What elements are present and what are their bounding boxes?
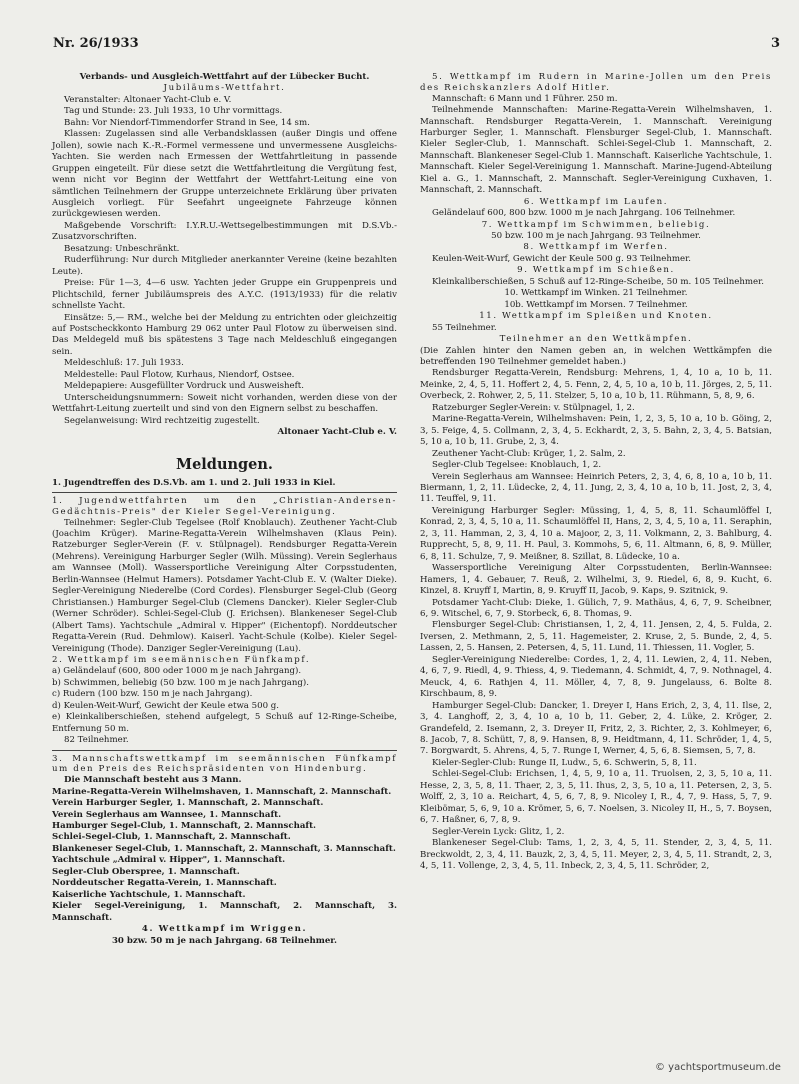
rules: Maßgebende Vorschrift: I.Y.R.U.-Wettsegelbestimmungen mit D.S.Vb.-Zusatzvorschriften. [52,220,397,243]
race-subtitle: Jubiläums-Wettfahrt. [163,83,286,94]
participants-list: Teilnehmer: Segler-Club Tegelsee (Rolf Knoblauch). Zeuthener Yacht-Club (Joachim Krüger). Marine-Regatta-Verein Wilhelmshaven (Klaus Pein). Ratzeburger Segler-Verein (F. v. Stülpnagel). Rendsburger Regatta-Verein (Mehrens). Vereinigung Harburger Segler (Wilh. Müssing). Verein Seglerhaus am Wannsee (Moll). Wassersportliche Vereinigung Alter Corpsstudenten, Berlin-Wannsee (Helmut Hamers). Potsdamer Yacht-Club E. V. (Walter Dieke). Segler-Vereinigung Niederelbe (Cord Cordes). Flensburger Segel-Club (Georg Christiansen.) Hamburger Segel-Club (Clemens Dancker). Kieler Segler-Club (Werner Schröder). Schlei-Segel-Club (J. Erichsen). Blankeneser Segel-Club (Albert Tams). Yachtschule „Admiral v. Hipper" (Eichentopf). Norddeutscher Regatta-Verein (Rud. Dehmlow). Kaiserl. Yacht-Schule (Kolbe). Kieler Segel-Vereinigung (Thode). Danziger Segler-Vereinigung (Lau). [52,517,397,654]
entry-office: Meldestelle: Paul Flotow, Kurhaus, Niendorf, Ostsee. [64,369,295,380]
team-entry: Schlei-Segel-Club, 1. Mannschaft, 2. Mannschaft. [52,832,291,843]
event-2-item-e: e) Kleinkaliberschießen, stehend aufgelegt, 5 Schuß auf 12-Ringe-Scheibe, Entfernung 50 m. [52,712,397,734]
team-entry: Hamburger Segel-Club, 1. Mannschaft, 2. Mannschaft. [52,821,317,832]
club-entry: Marine-Regatta-Verein, Wilhelmshaven: Pein, 1, 2, 3, 5, 10 a, 10 b. Göing, 2, 3, 5. Feige, 4, 5. Collmann, 2, 3, 4, 5. Eckhardt, 2, 3, 5. Bahn, 2, 3, 4, 5. Batsian, 5, 10 a, 10 b, 11. Grube, 2, 3, 4. [420,414,772,448]
team-entry: Segler-Club Oberspree, 1. Mannschaft. [52,866,240,877]
divider [52,492,397,493]
event-5-crew: Mannschaft: 6 Mann und 1 Führer. 250 m. [432,93,618,104]
team-entry: Norddeutscher Regatta-Verein, 1. Mannschaft. [52,878,277,889]
participants-note: (Die Zahlen hinter den Namen geben an, in welchen Wettkämpfen die betreffenden 190 Teilnehmer gemeldet haben.) [420,345,772,368]
event-8-title: 8. Wettkampf im Werfen. [523,242,669,253]
event-2-item-d: d) Keulen-Weit-Wurf, Gewicht der Keule etwa 500 g. [52,700,280,711]
club-entry: Verein Seglerhaus am Wannsee: Heinrich Peters, 2, 3, 4, 6, 8, 10 a, 10 b, 11. Biermann, 1, 2, 11. Lüdecke, 2, 4, 11. Jung, 2, 3, 4, 10 a, 10 b, 11. Jost, 2, 3, 4, 11. Teuffel, 9, 11. [420,471,772,505]
team-entry: Kaiserliche Yachtschule, 1. Mannschaft. [52,889,246,900]
entry-deadline: Meldeschluß: 17. Juli 1933. [64,358,184,369]
team-rule: Die Mannschaft besteht aus 3 Mann. [64,775,242,786]
crew: Besatzung: Unbeschränkt. [64,243,180,254]
event-9-title: 9. Wettkampf im Schießen. [517,265,675,276]
club-entry: Wassersportliche Vereinigung Alter Corpsstudenten, Berlin-Wannsee: Hamers, 1, 4. Gebauer, 7. Reuß, 2. Wilhelmi, 3, 9. Riedel, 6, 8, 9. Kucht, 6. Kinzel, 8. Kruyff I, Martin, 8, 9. Kruyff II, Jacob, 9. Kaps, 9. Szitnick, 9. [420,563,772,597]
page-number: 3 [771,36,781,51]
club-entry: Rendsburger Regatta-Verein, Rendsburg: Mehrens, 1, 4, 10 a, 10 b, 11. Meinke, 2, 4, 5, 11. Hoffert 2, 4, 5. Fenn, 2, 4, 5, 10 a, 10 b, 11. Jörges, 2, 5, 11. Overbeck, 2. Rohwer, 2, 5, 11. Stelzer, 5, 10 a, 10 b, 11. Rühmann, 5, 8, 9, 6. [420,368,772,402]
event-10-title: 10. Wettkampf im Winken. 21 Teilnehmer. [504,288,688,299]
classes: Klassen: Zugelassen sind alle Verbandsklassen (außer Dingis und offene Jollen), sowie nach K.-R.-Formel vermessene und unvermessene Ausgleichs-Yachten. Sie werden nach Ermessen der Wettfahrtleitung in passende Gruppen eingeteilt. Für diese setzt die Wettfahrtleitung die Vergütung fest, wenn nicht vor Beginn der Wettfahrt der Wettfahrt-Leitung eine von sämtlichen Teilnehmern der Gruppe unterzeichnete Erklärung über privaten Ausgleich vorliegt. Für Seefahrt ungeeignete Fahrzeuge können zurückgewiesen werden. [52,129,397,220]
team-entry: Yachtschule „Admiral v. Hipper", 1. Mannschaft. [52,855,286,866]
event-7-title: 7. Wettkampf im Schwimmen, beliebig. [481,219,711,230]
event-2-item-c: c) Rudern (100 bzw. 150 m je nach Jahrgang). [52,689,253,700]
sail-numbers: Unterscheidungsnummern: Soweit nicht vorhanden, werden diese von der Wettfahrt-Leitung zuerteilt und sind von den Eignern selbst zu beschaffen. [52,392,397,415]
date-time: Tag und Stunde: 23. Juli 1933, 10 Uhr vormittags. [64,106,283,117]
event-2-item-a: a) Geländelauf (600, 800 oder 1000 m je nach Jahrgang). [52,666,302,677]
event-2-item-b: b) Schwimmen, beliebig (50 bzw. 100 m je nach Jahrgang). [52,677,309,688]
prizes: Preise: Für 1—3, 4—6 usw. Yachten jeder Gruppe ein Gruppenpreis und Plichtschild, ferner Jubiläumspreis des A.Y.C. (1913/1933) für die relativ schnellste Yacht. [52,278,397,312]
club-entry: Segler-Vereinigung Niederelbe: Cordes, 1, 2, 4, 11. Lewien, 2, 4, 11. Neben, 4, 6, 7, 9. Riedl, 4, 9. Thiess, 4, 9. Tiedemann, 4. Schmidt, 4, 7, 9. Nothnagel, 4. Meuck, 4, 6. Rathjen 4, 11. Möller, 4, 7, 8, 9. Jungelauss, 6. Bolte 8. Kirschbaum, 8, 9. [420,654,772,700]
team-entry: Blankeneser Segel-Club, 1. Mannschaft, 2. Mannschaft, 3. Mannschaft. [52,843,396,854]
team-entry: Kieler Segel-Vereinigung, 1. Mannschaft, 2. Mannschaft, 3. Mannschaft. [52,901,397,923]
event-title: 1. Jugendtreffen des D.S.Vb. am 1. und 2. Juli 1933 in Kiel. [52,477,336,488]
club-entry: Segler-Verein Lyck: Glitz, 1, 2. [432,826,565,837]
event-3-title: 3. Mannschaftswettkampf im seemännischen Fünfkampf um den Preis des Reichspräsidenten von Hindenburg. [52,753,397,775]
course: Bahn: Vor Niendorf-Timmendorfer Strand in See, 14 sm. [64,117,310,128]
event-8-details: Keulen-Weit-Wurf, Gewicht der Keule 500 g. 93 Teilnehmer. [432,253,692,264]
club-entry: Hamburger Segel-Club: Dancker, 1. Dreyer I, Hans Erich, 2, 3, 4, 11. Ilse, 2, 3, 4. Langhoff, 2, 3, 4, 10 a, 10 b, 11. Geber, 2, 4. Lüke, 2. Kröger, 2. Grandefeld, 2. Isemann, 2, 3. Dreyer II, Fritz, 2, 3. Richter, 2, 3. Kohlmeyer, 6, 8. Jacob, 7, 8. Schütt, 7, 8, 9. Hansen, 8, 9. Heidtmann, 4, 11. Schröder, 1, 4, 5, 7. Borgwardt, 5. Ahrens, 4, 5, 7. Runge I, Werner, 4, 5, 6, 8. Siemsen, 5, 7, 8. [420,700,772,757]
event-11-count: 55 Teilnehmer. [432,322,497,333]
club-entry: Vereinigung Harburger Segler: Müssing, 1, 4, 5, 8, 11. Schaumlöffel I, Konrad, 2, 3, 4, 5, 10 a, 11. Schaumlöffel II, Hans, 2, 3, 4, 5, 10 a, 11. Seraphin, 2, 3, 11. Hamman, 2, 3, 4, 10 a. Majoor, 2, 3, 11. Volkmann, 2, 3. Bahlburg, 4. Rupprecht, 5, 8, 9, 11. H. Paul, 3. Kommohs, 5, 6, 11. Altmann, 6, 8, 9. Müller, 6, 8, 11. Schulze, 7, 9. Meißner, 8. Szillat, 8. Lüdecke, 10 a. [420,505,772,562]
right-column [420,72,772,872]
club-entry: Ratzeburger Segler-Verein: v. Stülpnagel, 1, 2. [432,402,635,413]
event-1-title: 1. Jugendwettfahrten um den „Christian-Andersen-Gedächtnis-Preis" der Kieler Segel-Vereinigung. [52,495,397,517]
organizer: Veranstalter: Altonaer Yacht-Club e. V. [64,94,232,105]
section-heading-meldungen: Meldungen. [176,455,273,473]
event-11-title: 11. Wettkampf im Spleißen und Knoten. [479,311,713,322]
team-entry: Verein Harburger Segler, 1. Mannschaft, 2. Mannschaft. [52,798,324,809]
team-list [52,775,397,947]
left-column [52,72,397,947]
club-entry: Kieler-Segler-Club: Runge II, Ludw., 5, 6. Schwerin, 5, 8, 11. [432,757,697,768]
event-4-details: 30 bzw. 50 m je nach Jahrgang. 68 Teilnehmer. [111,935,338,946]
event-4-title: 4. Wettkampf im Wriggen. [141,924,308,935]
club-entry: Blankeneser Segel-Club: Tams, 1, 2, 3, 4, 5, 11. Stender, 2, 3, 4, 5, 11. Breckwoldt, 2, 3, 4, 11. Bauzk, 2, 3, 4, 5, 11. Meyer, 2, 3, 4, 5, 11. Strandt, 2, 3, 4, 5, 11. Vollenge, 2, 3, 4, 5, 11. Inbeck, 2, 3, 4, 5, 11. Schröder, 2, [420,838,772,871]
event-5-title: 5. Wettkampf im Rudern in Marine-Jollen um den Preis des Reichskanzlers Adolf Hitler. [420,72,772,93]
event-5-teams: Teilnehmende Mannschaften: Marine-Regatta-Verein Wilhelmshaven, 1. Mannschaft. Rendsburger Regatta-Verein, 1. Mannschaft. Vereinigung Harburger Segler, 1. Mannschaft. Flensburger Segel-Club, 1. Mannschaft. Kieler Segler-Club, 1. Mannschaft. Schlei-Segel-Club 1. Mannschaft, 2. Mannschaft. Blankeneser Segel-Club 1. Mannschaft. Kaiserliche Yachtschule, 1. Mannschaft. Kieler Segel-Vereinigung 1. Mannschaft. Marine-Jugend-Abteilung Kiel a. G., 1. Mannschaft, 2. Mannschaft. Segler-Vereinigung Cuxhaven, 1. Mannschaft, 2. Mannschaft. [420,105,772,196]
event-6-title: 6. Wettkampf im Laufen. [523,196,669,207]
entry-papers: Meldepapiere: Ausgefüllter Vordruck und Ausweisheft. [64,381,304,392]
sailing-instructions: Segelanweisung: Wird rechtzeitig zugestellt. [64,415,260,426]
club-entry: Zeuthener Yacht-Club: Krüger, 1, 2. Salm, 2. [432,448,626,459]
event-9-details: Kleinkaliberschießen, 5 Schuß auf 12-Ringe-Scheibe, 50 m. 105 Teilnehmer. [432,276,765,287]
club-entry: Schlei-Segel-Club: Erichsen, 1, 4, 5, 9, 10 a, 11. Truolsen, 2, 3, 5, 10 a, 11. Hesse, 2, 3, 5, 8, 11. Thaer, 2, 3, 5, 11. Ihus, 2, 3, 5, 10 a, 11. Petersen, 2, 3, 5. Wolff, 2, 3, 10 a. Reichart, 4, 5, 6, 7, 8, 9. Nicoley I, R., 4, 7, 9. Hass, 5, 7, 9. Kleibömar, 5, 6, 9, 10 a. Krömer, 5, 6, 7. Noelsen, 3. Nicoley II, H., 5, 7. Boysen, 6, 7. Haßner, 6, 7, 8, 9. [420,769,772,826]
club-entry: Segler-Club Tegelsee: Knoblauch, 1, 2. [432,460,602,471]
event-10b-title: 10b. Wettkampf im Morsen. 7 Teilnehmer. [504,299,688,310]
event-6-details: Geländelauf 600, 800 bzw. 1000 m je nach Jahrgang. 106 Teilnehmer. [432,208,736,219]
race-title: Verbands- und Ausgleich-Wettfahrt auf der Lübecker Bucht. [79,72,370,82]
club-entry: Potsdamer Yacht-Club: Dieke, 1. Gülich, 7, 9. Mathäus, 4, 6, 7, 9. Scheibner, 6, 9. Witschel, 6, 7, 9. Storbeck, 6, 8. Thomas, 9. [420,597,772,619]
team-entry: Marine-Regatta-Verein Wilhelmshaven, 1. Mannschaft, 2. Mannschaft. [52,786,392,797]
club-entry: Flensburger Segel-Club: Christiansen, 1, 2, 4, 11. Jensen, 2, 4, 5. Fulda, 2. Iversen, 2. Methmann, 2, 5, 11. Hagemeister, 2. Kruse, 2, 5. Bunde, 2, 4, 5. Lassen, 2, 5. Hansen, 2. Petersen, 4, 5, 11. Lund, 11. Thiessen, 11. Vogler, 5. [420,620,772,654]
event-2-title: 2. Wettkampf im seemännischen Fünfkampf. [52,654,311,665]
event-2-count: 82 Teilnehmer. [64,735,129,746]
team-entry: Verein Seglerhaus am Wannsee, 1. Mannschaft. [52,809,282,820]
participants-heading: Teilnehmer an den Wettkämpfen. [499,334,693,345]
signature-club: Altonaer Yacht-Club e. V. [277,427,397,438]
divider [52,750,397,751]
helm: Ruderführung: Nur durch Mitglieder anerkannter Vereine (keine bezahlten Leute). [52,255,397,277]
issue-number: Nr. 26/1933 [53,36,139,51]
event-7-details: 50 bzw. 100 m je nach Jahrgang. 93 Teilnehmer. [491,231,701,242]
watermark: © yachtsportmuseum.de [655,1062,781,1073]
entry-fees: Einsätze: 5,— RM., welche bei der Meldung zu entrichten oder gleichzeitig auf Postscheckkonto Hamburg 29 062 unter Paul Flotow zu überweisen sind. Das Meldegeld muß bis spätestens 3 Tage nach Meldeschluß eingegangen sein. [52,312,397,357]
